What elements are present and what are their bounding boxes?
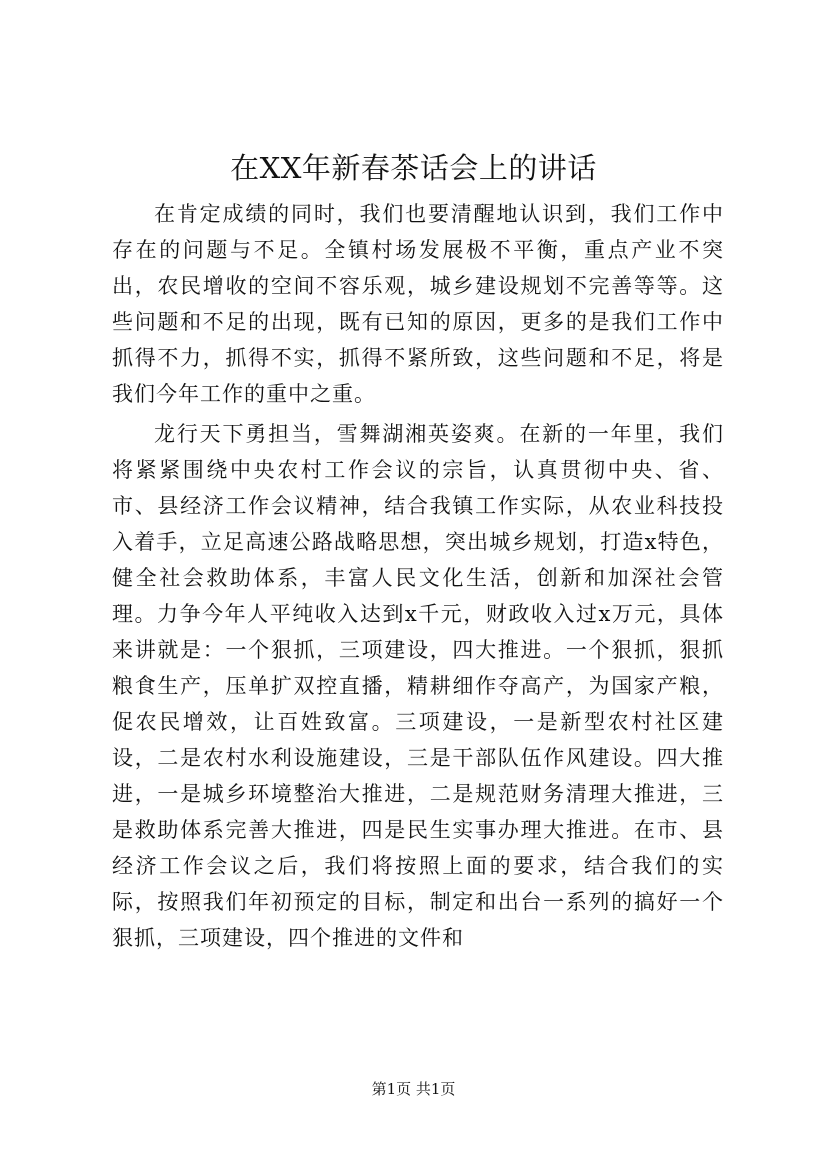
paragraph-2: 龙行天下勇担当，雪舞湖湘英姿爽。在新的一年里，我们将紧紧围绕中央农村工作会议的宗旨，认真贯彻中央、省、市、县经济工作会议精神，结合我镇工作实际，从农业科技投入着手，立足高速公路战略思想，突出城乡规划，打造x特色，健全社会救助体系，丰富人民文化生活，创新和加深社会管理。力争今年人平纯收入达到x千元，财政收入过x万元，具体来讲就是：一个狠抓，三项建设，四大推进。一个狠抓，狠抓粮食生产，压单扩双控直播，精耕细作夺高产，为国家产粮，促农民增效，让百姓致富。三项建设，一是新型农村社区建设，二是农村水利设施建设，三是干部队伍作风建设。四大推进，一是城乡环境整治大推进，二是规范财务清理大推进，三是救助体系完善大推进，四是民生实事办理大推进。在市、县经济工作会议之后，我们将按照上面的要求，结合我们的实际，按照我们年初预定的目标，制定和出台一系列的搞好一个狠抓，三项建设，四个推进的文件和 [112, 422, 724, 950]
paragraph-1: 在肯定成绩的同时，我们也要清醒地认识到，我们工作中存在的问题与不足。全镇村场发展极不平衡，重点产业不突出，农民增收的空间不容乐观，城乡建设规划不完善等等。这些问题和不足的出现，既有已知的原因，更多的是我们工作中抓得不力，抓得不实，抓得不紧所致，这些问题和不足，将是我们今年工作的重中之重。 [112, 202, 724, 406]
document-body [112, 196, 724, 956]
page-number-footer: 第1页 共1页 [371, 1080, 456, 1098]
document-title: 在XX年新春茶话会上的讲话 [230, 151, 597, 185]
